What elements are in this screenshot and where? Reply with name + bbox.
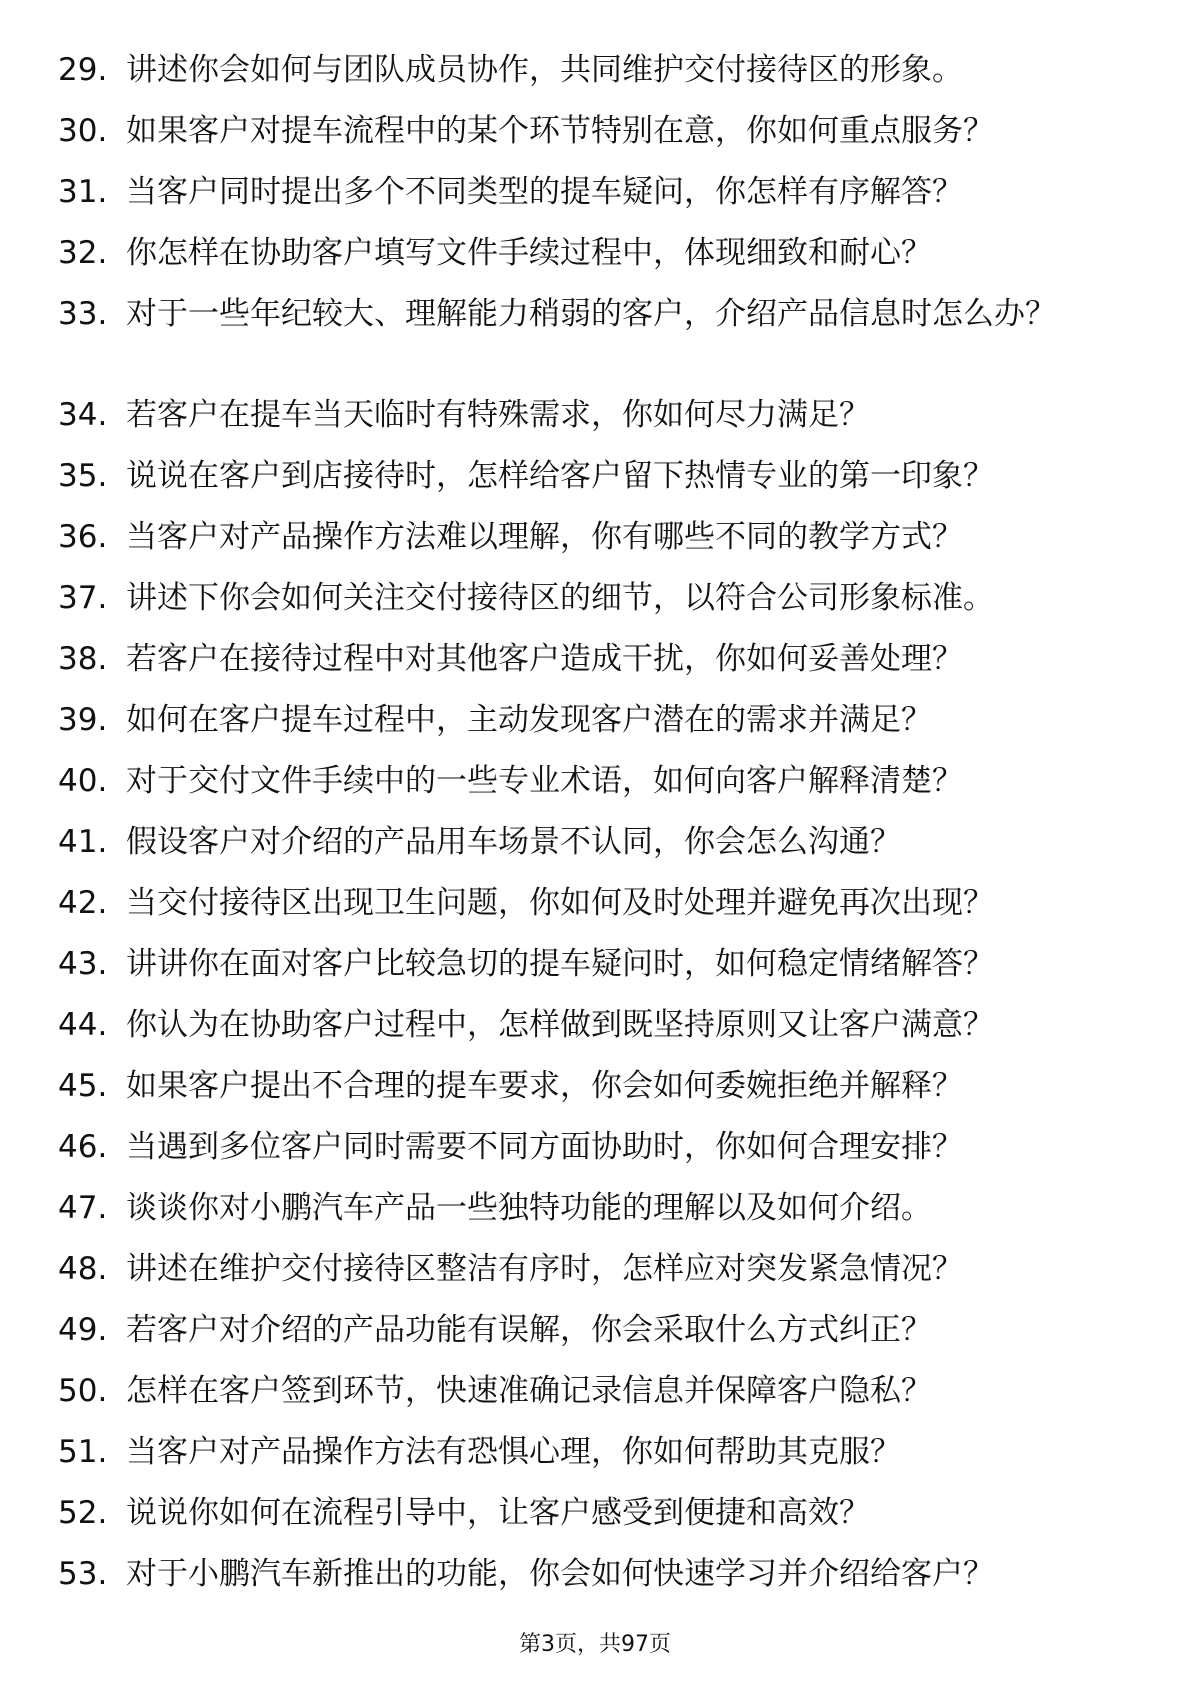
item-number: 48. bbox=[58, 1251, 108, 1287]
item-text: 讲述在维护交付接待区整洁有序时，怎样应对突发紧急情况？ bbox=[126, 1251, 963, 1287]
item-number: 53. bbox=[58, 1556, 108, 1592]
item-text: 当交付接待区出现卫生问题，你如何及时处理并避免再次出现？ bbox=[126, 885, 994, 921]
item-text: 你怎样在协助客户填写文件手续过程中，体现细致和耐心？ bbox=[126, 235, 932, 271]
item-text: 对于一些年纪较大、理解能力稍弱的客户，介绍产品信息时怎么办？ bbox=[126, 296, 1056, 332]
list-item bbox=[58, 1371, 1118, 1432]
list-item bbox=[58, 233, 1118, 294]
item-number: 52. bbox=[58, 1495, 108, 1531]
item-text: 怎样在客户签到环节，快速准确记录信息并保障客户隐私？ bbox=[126, 1373, 932, 1409]
item-text: 说说在客户到店接待时，怎样给客户留下热情专业的第一印象？ bbox=[126, 458, 994, 494]
item-text: 当客户同时提出多个不同类型的提车疑问，你怎样有序解答？ bbox=[126, 174, 963, 210]
item-number: 49. bbox=[58, 1312, 108, 1348]
item-number: 37. bbox=[58, 580, 108, 616]
item-text: 如何在客户提车过程中，主动发现客户潜在的需求并满足？ bbox=[126, 702, 932, 738]
item-number: 31. bbox=[58, 174, 108, 210]
item-text: 当客户对产品操作方法难以理解，你有哪些不同的教学方式？ bbox=[126, 519, 963, 555]
item-text: 假设客户对介绍的产品用车场景不认同，你会怎么沟通？ bbox=[126, 824, 901, 860]
item-number: 44. bbox=[58, 1007, 108, 1043]
list-item bbox=[58, 1310, 1118, 1371]
list-item bbox=[58, 700, 1118, 761]
item-number: 47. bbox=[58, 1190, 108, 1226]
list-item bbox=[58, 1188, 1118, 1249]
item-number: 29. bbox=[58, 52, 108, 88]
item-text: 讲讲你在面对客户比较急切的提车疑问时，如何稳定情绪解答？ bbox=[126, 946, 994, 982]
item-text: 谈谈你对小鹏汽车产品一些独特功能的理解以及如何介绍。 bbox=[126, 1190, 932, 1226]
item-number: 35. bbox=[58, 458, 108, 494]
list-item bbox=[58, 578, 1118, 639]
item-text: 如果客户对提车流程中的某个环节特别在意，你如何重点服务？ bbox=[126, 113, 994, 149]
item-text: 讲述你会如何与团队成员协作，共同维护交付接待区的形象。 bbox=[126, 52, 963, 88]
item-number: 30. bbox=[58, 113, 108, 149]
item-text: 若客户对介绍的产品功能有误解，你会采取什么方式纠正？ bbox=[126, 1312, 932, 1348]
list-item bbox=[58, 111, 1118, 172]
item-number: 38. bbox=[58, 641, 108, 677]
item-number: 36. bbox=[58, 519, 108, 555]
item-number: 50. bbox=[58, 1373, 108, 1409]
list-item bbox=[58, 1005, 1118, 1066]
list-item bbox=[58, 50, 1118, 111]
item-number: 51. bbox=[58, 1434, 108, 1470]
question-list bbox=[58, 50, 1118, 1615]
item-text: 若客户在提车当天临时有特殊需求，你如何尽力满足？ bbox=[126, 397, 870, 433]
list-item bbox=[58, 517, 1118, 578]
item-number: 41. bbox=[58, 824, 108, 860]
list-item bbox=[58, 1066, 1118, 1127]
list-item bbox=[58, 1249, 1118, 1310]
list-item bbox=[58, 1493, 1118, 1554]
item-number: 34. bbox=[58, 397, 108, 433]
item-number: 43. bbox=[58, 946, 108, 982]
item-number: 33. bbox=[58, 296, 108, 332]
list-item bbox=[58, 1127, 1118, 1188]
item-text: 对于交付文件手续中的一些专业术语，如何向客户解释清楚？ bbox=[126, 763, 963, 799]
item-text: 对于小鹏汽车新推出的功能，你会如何快速学习并介绍给客户？ bbox=[126, 1556, 994, 1592]
item-text: 说说你如何在流程引导中，让客户感受到便捷和高效？ bbox=[126, 1495, 870, 1531]
item-number: 40. bbox=[58, 763, 108, 799]
page-number: 第3页，共97页 bbox=[519, 1632, 671, 1657]
list-item bbox=[58, 456, 1118, 517]
list-item bbox=[58, 1554, 1118, 1615]
item-text: 若客户在接待过程中对其他客户造成干扰，你如何妥善处理？ bbox=[126, 641, 963, 677]
list-item bbox=[58, 395, 1118, 456]
list-item bbox=[58, 883, 1118, 944]
item-text: 如果客户提出不合理的提车要求，你会如何委婉拒绝并解释？ bbox=[126, 1068, 963, 1104]
list-item bbox=[58, 294, 1118, 395]
list-item bbox=[58, 172, 1118, 233]
item-number: 39. bbox=[58, 702, 108, 738]
item-text: 当客户对产品操作方法有恐惧心理，你如何帮助其克服？ bbox=[126, 1434, 901, 1470]
list-item bbox=[58, 761, 1118, 822]
item-text: 讲述下你会如何关注交付接待区的细节，以符合公司形象标准。 bbox=[126, 580, 994, 616]
item-number: 46. bbox=[58, 1129, 108, 1165]
item-number: 32. bbox=[58, 235, 108, 271]
item-text: 当遇到多位客户同时需要不同方面协助时，你如何合理安排？ bbox=[126, 1129, 963, 1165]
list-item bbox=[58, 639, 1118, 700]
list-item bbox=[58, 1432, 1118, 1493]
item-number: 42. bbox=[58, 885, 108, 921]
item-text: 你认为在协助客户过程中，怎样做到既坚持原则又让客户满意？ bbox=[126, 1007, 994, 1043]
item-number: 45. bbox=[58, 1068, 108, 1104]
list-item bbox=[58, 822, 1118, 883]
list-item bbox=[58, 944, 1118, 1005]
